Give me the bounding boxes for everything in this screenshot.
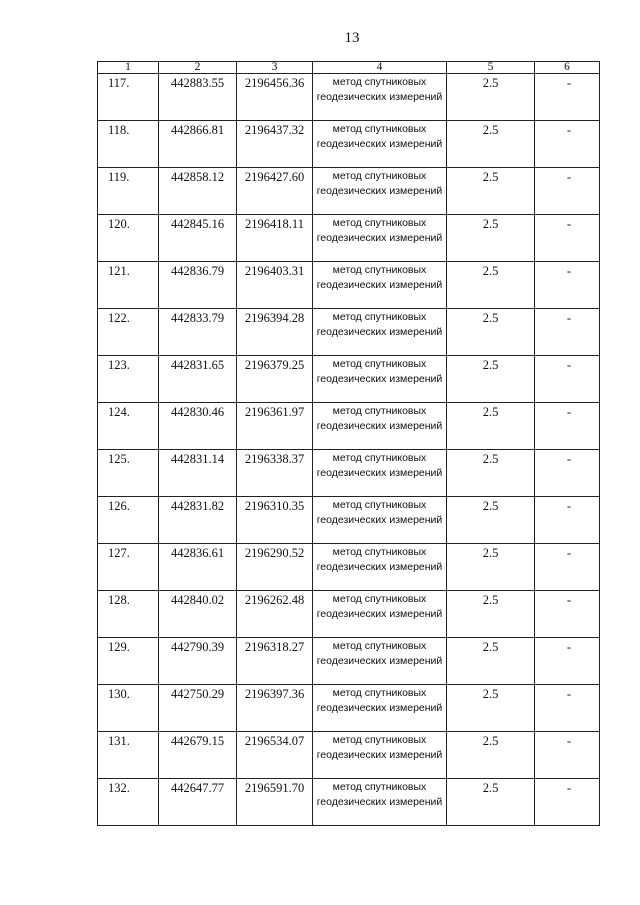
accuracy-cell: 2.5 — [447, 309, 535, 356]
x-coordinate-cell: 442831.14 — [159, 450, 237, 497]
x-coordinate-cell: 442840.02 — [159, 591, 237, 638]
note-cell: - — [535, 356, 600, 403]
point-number-cell: 128. — [98, 591, 159, 638]
method-cell: метод спутниковых геодезических измерений — [313, 262, 447, 309]
method-cell: метод спутниковых геодезических измерений — [313, 732, 447, 779]
accuracy-cell: 2.5 — [447, 685, 535, 732]
y-coordinate-cell: 2196456.36 — [237, 74, 313, 121]
x-coordinate-cell: 442831.65 — [159, 356, 237, 403]
accuracy-cell: 2.5 — [447, 732, 535, 779]
method-cell: метод спутниковых геодезических измерений — [313, 403, 447, 450]
note-cell: - — [535, 450, 600, 497]
coordinates-table — [97, 61, 600, 826]
method-cell: метод спутниковых геодезических измерений — [313, 591, 447, 638]
note-cell: - — [535, 403, 600, 450]
x-coordinate-cell: 442830.46 — [159, 403, 237, 450]
table-row — [98, 74, 600, 121]
x-coordinate-cell: 442831.82 — [159, 497, 237, 544]
note-cell: - — [535, 497, 600, 544]
accuracy-cell: 2.5 — [447, 497, 535, 544]
y-coordinate-cell: 2196318.27 — [237, 638, 313, 685]
table-row — [98, 262, 600, 309]
method-cell: метод спутниковых геодезических измерений — [313, 638, 447, 685]
accuracy-cell: 2.5 — [447, 168, 535, 215]
method-cell: метод спутниковых геодезических измерений — [313, 309, 447, 356]
table-row — [98, 403, 600, 450]
accuracy-cell: 2.5 — [447, 262, 535, 309]
point-number-cell: 131. — [98, 732, 159, 779]
note-cell: - — [535, 732, 600, 779]
table-body — [98, 62, 600, 826]
y-coordinate-cell: 2196310.35 — [237, 497, 313, 544]
note-cell: - — [535, 309, 600, 356]
point-number-cell: 124. — [98, 403, 159, 450]
point-number-cell: 117. — [98, 74, 159, 121]
note-cell: - — [535, 685, 600, 732]
x-coordinate-cell: 442833.79 — [159, 309, 237, 356]
table-row — [98, 450, 600, 497]
note-cell: - — [535, 544, 600, 591]
x-coordinate-cell: 442883.55 — [159, 74, 237, 121]
table-row — [98, 168, 600, 215]
x-coordinate-cell: 442866.81 — [159, 121, 237, 168]
accuracy-cell: 2.5 — [447, 779, 535, 826]
point-number-cell: 126. — [98, 497, 159, 544]
method-cell: метод спутниковых геодезических измерений — [313, 168, 447, 215]
header-cell-2: 2 — [159, 62, 237, 74]
note-cell: - — [535, 215, 600, 262]
y-coordinate-cell: 2196437.32 — [237, 121, 313, 168]
x-coordinate-cell: 442790.39 — [159, 638, 237, 685]
method-cell: метод спутниковых геодезических измерений — [313, 544, 447, 591]
table-row — [98, 121, 600, 168]
method-cell: метод спутниковых геодезических измерений — [313, 450, 447, 497]
y-coordinate-cell: 2196361.97 — [237, 403, 313, 450]
y-coordinate-cell: 2196397.36 — [237, 685, 313, 732]
page-number: 13 — [344, 30, 360, 46]
table-row — [98, 356, 600, 403]
point-number-cell: 118. — [98, 121, 159, 168]
y-coordinate-cell: 2196427.60 — [237, 168, 313, 215]
y-coordinate-cell: 2196403.31 — [237, 262, 313, 309]
accuracy-cell: 2.5 — [447, 403, 535, 450]
y-coordinate-cell: 2196394.28 — [237, 309, 313, 356]
y-coordinate-cell: 2196379.25 — [237, 356, 313, 403]
method-cell: метод спутниковых геодезических измерений — [313, 356, 447, 403]
x-coordinate-cell: 442836.61 — [159, 544, 237, 591]
table-row — [98, 779, 600, 826]
point-number-cell: 130. — [98, 685, 159, 732]
note-cell: - — [535, 779, 600, 826]
accuracy-cell: 2.5 — [447, 591, 535, 638]
point-number-cell: 129. — [98, 638, 159, 685]
x-coordinate-cell: 442845.16 — [159, 215, 237, 262]
note-cell: - — [535, 638, 600, 685]
accuracy-cell: 2.5 — [447, 215, 535, 262]
point-number-cell: 125. — [98, 450, 159, 497]
note-cell: - — [535, 591, 600, 638]
accuracy-cell: 2.5 — [447, 356, 535, 403]
header-cell-1: 1 — [98, 62, 159, 74]
table-row — [98, 544, 600, 591]
point-number-cell: 119. — [98, 168, 159, 215]
method-cell: метод спутниковых геодезических измерений — [313, 121, 447, 168]
y-coordinate-cell: 2196262.48 — [237, 591, 313, 638]
accuracy-cell: 2.5 — [447, 450, 535, 497]
x-coordinate-cell: 442858.12 — [159, 168, 237, 215]
x-coordinate-cell: 442836.79 — [159, 262, 237, 309]
point-number-cell: 122. — [98, 309, 159, 356]
point-number-cell: 123. — [98, 356, 159, 403]
point-number-cell: 121. — [98, 262, 159, 309]
header-cell-5: 5 — [447, 62, 535, 74]
point-number-cell: 120. — [98, 215, 159, 262]
table-row — [98, 309, 600, 356]
method-cell: метод спутниковых геодезических измерений — [313, 685, 447, 732]
accuracy-cell: 2.5 — [447, 74, 535, 121]
method-cell: метод спутниковых геодезических измерений — [313, 215, 447, 262]
y-coordinate-cell: 2196534.07 — [237, 732, 313, 779]
table-row — [98, 215, 600, 262]
note-cell: - — [535, 262, 600, 309]
header-cell-4: 4 — [313, 62, 447, 74]
table-row — [98, 591, 600, 638]
x-coordinate-cell: 442750.29 — [159, 685, 237, 732]
header-cell-6: 6 — [535, 62, 600, 74]
method-cell: метод спутниковых геодезических измерений — [313, 779, 447, 826]
x-coordinate-cell: 442679.15 — [159, 732, 237, 779]
note-cell: - — [535, 121, 600, 168]
accuracy-cell: 2.5 — [447, 638, 535, 685]
table-header-row — [98, 62, 600, 74]
note-cell: - — [535, 168, 600, 215]
table-row — [98, 497, 600, 544]
y-coordinate-cell: 2196591.70 — [237, 779, 313, 826]
note-cell: - — [535, 74, 600, 121]
header-cell-3: 3 — [237, 62, 313, 74]
y-coordinate-cell: 2196418.11 — [237, 215, 313, 262]
y-coordinate-cell: 2196290.52 — [237, 544, 313, 591]
method-cell: метод спутниковых геодезических измерений — [313, 497, 447, 544]
point-number-cell: 127. — [98, 544, 159, 591]
x-coordinate-cell: 442647.77 — [159, 779, 237, 826]
method-cell: метод спутниковых геодезических измерений — [313, 74, 447, 121]
table-row — [98, 638, 600, 685]
accuracy-cell: 2.5 — [447, 121, 535, 168]
point-number-cell: 132. — [98, 779, 159, 826]
table-row — [98, 685, 600, 732]
table-row — [98, 732, 600, 779]
accuracy-cell: 2.5 — [447, 544, 535, 591]
y-coordinate-cell: 2196338.37 — [237, 450, 313, 497]
